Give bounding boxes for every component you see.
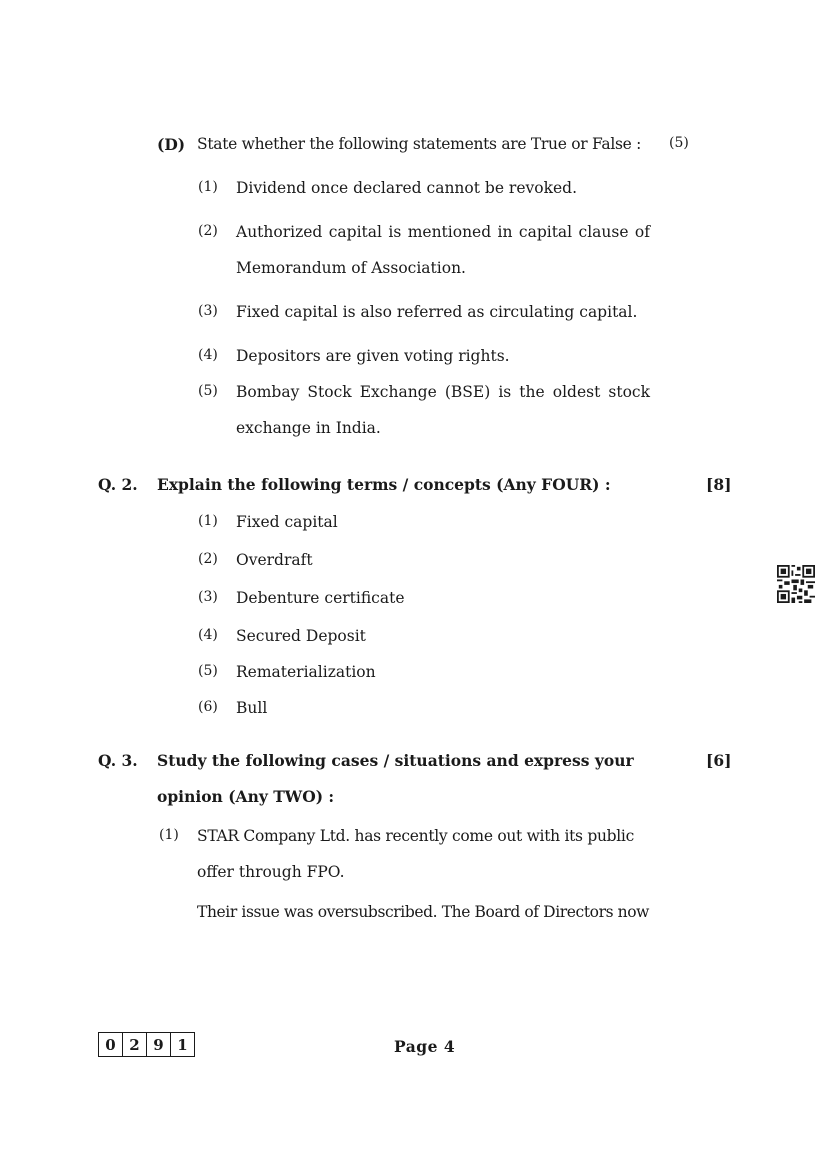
item-number: (1) xyxy=(198,179,218,195)
item-number: (5) xyxy=(198,383,218,399)
code-digit: 2 xyxy=(123,1033,147,1056)
statement-text: exchange in India. xyxy=(236,419,381,437)
paper-code-box xyxy=(98,1032,195,1057)
item-number: (1) xyxy=(198,513,218,529)
term-text: Secured Deposit xyxy=(236,627,366,645)
item-number: (6) xyxy=(198,699,218,715)
term-text: Bull xyxy=(236,699,268,717)
q2-marks: [8] xyxy=(706,475,732,494)
statement-text: Depositors are given voting rights. xyxy=(236,347,510,365)
statement-text: Fixed capital is also referred as circulating capital. xyxy=(236,303,638,321)
term-text: Overdraft xyxy=(236,551,313,569)
case-text: Their issue was oversubscribed. The Board of Directors now xyxy=(197,903,650,921)
statement-text: Dividend once declared cannot be revoked. xyxy=(236,179,578,197)
item-number: (4) xyxy=(198,347,218,363)
item-number: (2) xyxy=(198,223,218,239)
statement-text: Memorandum of Association. xyxy=(236,259,466,277)
code-digit: 0 xyxy=(99,1033,123,1056)
section-d-marks: (5) xyxy=(669,135,689,151)
term-text: Debenture certificate xyxy=(236,589,405,607)
page-number: Page 4 xyxy=(394,1037,456,1056)
qr-code-icon xyxy=(777,565,815,603)
q3-marks: [6] xyxy=(706,751,732,770)
q3-title: opinion (Any TWO) : xyxy=(157,787,335,806)
q2-label: Q. 2. xyxy=(98,475,138,494)
item-number: (5) xyxy=(198,663,218,679)
item-number: (1) xyxy=(159,827,179,843)
item-number: (4) xyxy=(198,627,218,643)
q3-title: Study the following cases / situations and express your xyxy=(157,751,634,770)
term-text: Fixed capital xyxy=(236,513,338,531)
code-digit: 1 xyxy=(177,1035,188,1054)
item-number: (3) xyxy=(198,589,218,605)
statement-text: Bombay Stock Exchange (BSE) is the oldest stock xyxy=(236,383,650,401)
item-number: (3) xyxy=(198,303,218,319)
case-text: STAR Company Ltd. has recently come out with its public xyxy=(197,827,634,845)
item-number: (2) xyxy=(198,551,218,567)
statement-text: Authorized capital is mentioned in capital clause of xyxy=(236,223,650,241)
section-d-label: (D) xyxy=(157,135,186,154)
term-text: Rematerialization xyxy=(236,663,376,681)
code-digit: 9 xyxy=(147,1033,171,1056)
q2-title: Explain the following terms / concepts (Any FOUR) : xyxy=(157,475,611,494)
q3-label: Q. 3. xyxy=(98,751,138,770)
section-d-instruction: State whether the following statements are True or False : xyxy=(197,135,642,153)
case-text: offer through FPO. xyxy=(197,863,345,881)
